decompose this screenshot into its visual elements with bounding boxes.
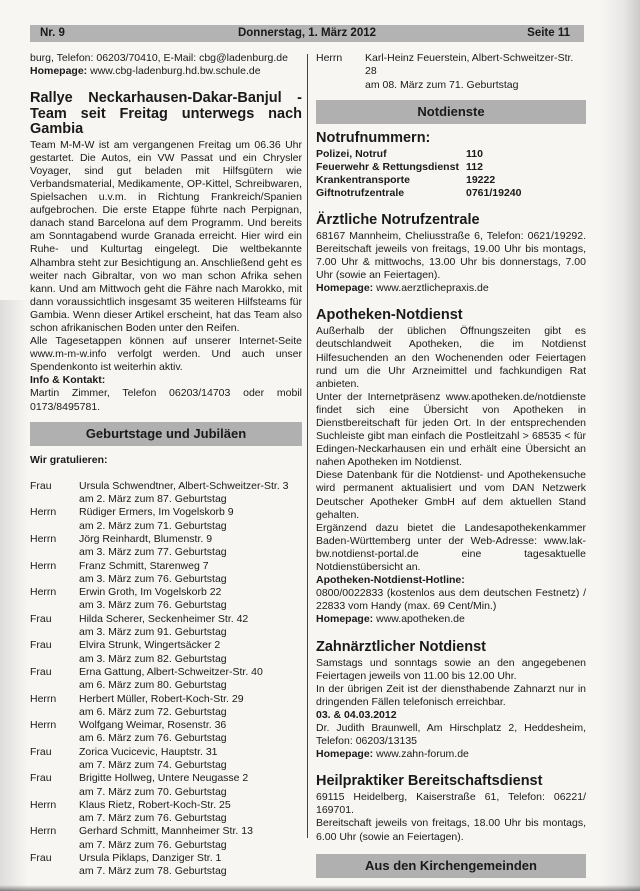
birthday-entry	[30, 772, 302, 799]
birthday-salutation: Herrn	[30, 532, 57, 545]
left-column	[30, 52, 302, 879]
numbers-title: Notrufnummern:	[316, 129, 431, 146]
homepage-link[interactable]: www.zahn-forum.de	[376, 748, 469, 761]
birthday-name: Franz Schmitt, Starenweg 7	[79, 559, 209, 572]
homepage-label: Homepage:	[316, 748, 374, 761]
birthday-name: Ursula Schwendtner, Albert-Schweitzer-Str. 3	[79, 479, 289, 492]
dentist-paragraph: In der übrigen Zeit ist der diensthabende Zahnarzt nur in dringenden Fällen telefonisch erreichbar.	[316, 682, 586, 708]
intro-line: burg, Telefon: 06203/70410, E-Mail: cbg@ladenburg.de	[30, 52, 288, 64]
birthday-salutation: Herrn	[30, 586, 57, 599]
birthday-salutation: Herrn	[30, 719, 57, 732]
birthday-salutation: Herrn	[316, 52, 343, 64]
doctor-text: 68167 Mannheim, Cheliusstraße 6, Telefon: 0621/19292. Bereitschaft jeweils von freitags, 19.00 Uhr bis montags, 7.00 Uhr & mittwochs, 13.00 Uhr bis donnerstags, 7.00 Uhr (sowie an Feiertagen).	[316, 229, 586, 282]
birthday-salutation: Herrn	[30, 692, 57, 705]
naturopath-paragraph: Bereitschaft jeweils von freitags, 18.00 Uhr bis montags, 6.00 Uhr (sowie an Feiertagen).	[316, 817, 586, 843]
birthday-name: Hilda Scherer, Seckenheimer Str. 42	[79, 612, 249, 625]
birthday-date: am 6. März zum 72. Geburtstag	[79, 705, 227, 718]
article-paragraph: Alle Tagesetappen können auf unserer Internet-Seite www.m-m-w.info verfolgt werden. Und auch unser Spendenkonto ist weiterhin aktiv.	[30, 335, 302, 374]
birthday-date: am 3. März zum 91. Geburtstag	[79, 626, 227, 639]
birthday-salutation: Herrn	[30, 825, 57, 838]
birthday-date: am 7. März zum 74. Geburtstag	[79, 758, 227, 771]
birthday-name: Rüdiger Ermers, Im Vogelskorb 9	[79, 506, 234, 519]
emergency-number-value: 110	[466, 147, 483, 160]
birthday-date: am 2. März zum 71. Geburtstag	[79, 519, 227, 532]
pharmacy-homepage	[316, 613, 586, 626]
birthday-date: am 6. März zum 80. Geburtstag	[79, 679, 227, 692]
naturopath-title: Heilpraktiker Bereitschaftsdienst	[316, 773, 543, 790]
birthday-name: Herbert Müller, Robert-Koch-Str. 29	[79, 692, 244, 705]
page-shadow	[600, 0, 640, 891]
birthday-entry	[30, 613, 302, 640]
birthday-name: Gerhard Schmitt, Mannheimer Str. 13	[79, 825, 253, 838]
article-paragraph: Team M-M-W ist am vergangenen Freitag um 06.36 Uhr gestartet. Die Autos, ein VW Passat und ein Chrysler Voyager, sind gut beladen mit Hilfsgütern wie Verbandsmaterial, Medikamente, OP-Kittel, Schreibwaren, Spielsachen u.v.m. in Richtung Frankreich/Spanien aufgebrochen. Die erste Etappe führte nach Perpignan, danach stand Barcelona auf dem Programm. Und bereits am Sonntagabend wurde Granada erreicht. Hier wird ein Ruhe- und Kulturtag eingelegt. Die weltbekannte Alhambra steht zur Besichtigung an. Anschließend geht es weiter nach Gibraltar, von wo man schon Afrika sehen kann. Und am Mittwoch geht die Fähre nach Marokko, mit dann voraussichtlich insgesamt 35 weiteren Hilfsteams für Gambia. Wenn dieser Artikel erscheint, hat das Team also schon afrikanischen Boden unter den Reifen.	[30, 138, 302, 334]
article-title: Rallye Neckarhausen-Dakar-Banjul - Team seit Freitag unterwegs nach Gambia	[30, 90, 302, 138]
intro-homepage	[30, 65, 302, 78]
birthday-date: am 2. März zum 87. Geburtstag	[79, 493, 227, 506]
birthday-name: Erwin Groth, Im Vogelskorb 22	[79, 586, 222, 599]
dentist-title: Zahnärztlicher Notdienst	[316, 638, 486, 655]
pharmacy-paragraph: Außerhalb der üblichen Öffnungszeiten gibt es deutschlandweit Apotheken, die im Notdienst Hilfesuchenden an den Wochenenden oder Feiertagen rund um die Uhr Arzneimittel und fachkundigen Rat anbieten.	[316, 325, 586, 390]
section-header-church: Aus den Kirchengemeinden	[316, 854, 586, 878]
birthday-entry	[30, 799, 302, 826]
pharmacy-paragraph: Ergänzend dazu bietet die Landesapothekenkammer Baden-Württemberg unter der Web-Adresse: www.lak-bw.notdienst-portal.de eine tagesaktuelle Notdienstübersicht an.	[316, 521, 586, 574]
birthday-date: am 3. März zum 76. Geburtstag	[79, 599, 227, 612]
birthday-date: am 3. März zum 82. Geburtstag	[79, 652, 227, 665]
emergency-number-value: 0761/19240	[466, 186, 522, 199]
emergency-number-value: 112	[466, 160, 483, 173]
birthday-date: am 3. März zum 76. Geburtstag	[79, 572, 227, 585]
birthday-date: am 7. März zum 70. Geburtstag	[79, 785, 227, 798]
birthday-entry	[30, 719, 302, 746]
birthday-entry	[30, 506, 302, 533]
birthday-entry	[316, 52, 586, 92]
contact-label: Info & Kontakt:	[30, 374, 106, 387]
emergency-number-label: Krankentransporte	[316, 173, 410, 186]
birthday-entry	[30, 693, 302, 720]
homepage-label: Homepage:	[316, 282, 374, 295]
birthday-entry	[30, 852, 302, 879]
birthday-salutation: Frau	[30, 665, 52, 678]
birthday-name: Jörg Reinhardt, Blumenstr. 9	[79, 532, 213, 545]
birthday-name: Ursula Piklaps, Danziger Str. 1	[79, 852, 222, 865]
naturopath-paragraph: 69115 Heidelberg, Kaiserstraße 61, Telefon: 06221/ 169701.	[316, 791, 586, 817]
contact-text: Martin Zimmer, Telefon 06203/14703 oder mobil 0173/8495781.	[30, 387, 302, 413]
birthday-name: Erna Gattung, Albert-Schweitzer-Str. 40	[79, 665, 263, 678]
hotline-text: 0800/0022833 (kostenlos aus dem deutschen Festnetz) / 22833 vom Handy (max. 69 Cent/Min.)	[316, 587, 586, 613]
birthday-entry	[30, 825, 302, 852]
birthday-name: Wolfgang Weimar, Rosenstr. 36	[79, 719, 227, 732]
birthday-date: am 7. März zum 76. Geburtstag	[79, 838, 227, 851]
birthday-salutation: Frau	[30, 852, 52, 865]
dentist-contact: Dr. Judith Braunwell, Am Hirschplatz 2, Heddesheim, Telefon: 06203/13135	[316, 721, 586, 748]
doctor-homepage	[316, 282, 586, 295]
birthday-name: Klaus Rietz, Robert-Koch-Str. 25	[79, 798, 231, 811]
dentist-homepage	[316, 748, 586, 761]
section-header-emergency: Notdienste	[316, 100, 586, 124]
birthday-entry	[30, 586, 302, 613]
page-shadow	[0, 300, 28, 891]
doctor-title: Ärztliche Notrufzentrale	[316, 211, 480, 228]
birthday-date: am 3. März zum 77. Geburtstag	[79, 546, 227, 559]
homepage-label: Homepage:	[30, 65, 88, 78]
issue-date: Donnerstag, 1. März 2012	[237, 27, 377, 39]
emergency-numbers	[316, 148, 586, 200]
dentist-date: 03. & 04.03.2012	[316, 708, 397, 721]
birthday-salutation: Frau	[30, 479, 52, 492]
birthday-salutation: Frau	[30, 745, 52, 758]
page-number: Seite 11	[527, 27, 570, 39]
emergency-number-value: 19222	[466, 173, 496, 186]
page-edge	[0, 885, 640, 891]
right-column	[316, 52, 586, 878]
birthday-date: am 08. März zum 71. Geburtstag	[365, 78, 519, 91]
emergency-number-label: Polizei, Notruf	[316, 147, 387, 160]
birthday-name: Karl-Heinz Feuerstein, Albert-Schweitzer-Str. 28	[365, 52, 574, 78]
birthday-entry	[30, 560, 302, 587]
birthday-list	[30, 480, 302, 879]
page-header	[30, 25, 584, 42]
birthday-date: am 6. März zum 76. Geburtstag	[79, 732, 227, 745]
birthday-salutation: Herrn	[30, 798, 57, 811]
issue-number: Nr. 9	[40, 27, 65, 39]
birthday-entry	[30, 480, 302, 507]
birthday-name: Zorica Vucicevic, Hauptstr. 31	[79, 745, 218, 758]
pharmacy-title: Apotheken-Notdienst	[316, 307, 463, 324]
birthday-entry	[30, 746, 302, 773]
birthday-salutation: Frau	[30, 772, 52, 785]
section-header-birthdays: Geburtstage und Jubiläen	[30, 422, 302, 446]
homepage-label: Homepage:	[316, 613, 374, 626]
birthday-salutation: Herrn	[30, 559, 57, 572]
birthday-name: Elvira Strunk, Wingertsäcker 2	[79, 639, 221, 652]
birthday-salutation: Herrn	[30, 506, 57, 519]
birthday-salutation: Frau	[30, 612, 52, 625]
homepage-link[interactable]: www.apotheken.de	[376, 613, 465, 626]
birthday-salutation: Frau	[30, 639, 52, 652]
birthday-entry	[30, 533, 302, 560]
birthday-entry	[30, 639, 302, 666]
emergency-number-label: Giftnotrufzentrale	[316, 186, 405, 199]
dentist-paragraph: Samstags und sonntags sowie an den angegebenen Feiertagen jeweils von 11.00 bis 12.00 Uhr.	[316, 656, 586, 682]
column-divider	[307, 54, 308, 838]
congrats-heading: Wir gratulieren:	[30, 453, 108, 466]
birthday-name: Brigitte Hollweg, Untere Neugasse 2	[79, 772, 249, 785]
pharmacy-paragraph: Diese Datenbank für die Notdienst- und Apothekensuche wird permanent aktualisiert und vom DAN Netzwerk Deutscher Apotheker GmbH auf dem aktuellen Stand gehalten.	[316, 469, 586, 521]
hotline-label: Apotheken-Notdienst-Hotline:	[316, 574, 465, 587]
birthday-date: am 7. März zum 76. Geburtstag	[79, 812, 227, 825]
birthday-entry	[30, 666, 302, 693]
emergency-number-label: Feuerwehr & Rettungsdienst	[316, 160, 459, 173]
pharmacy-paragraph: Unter der Internetpräsenz www.apotheken.de/notdienste findet sich eine Übersicht von Apotheken in Dienstbereitschaft für jeden Ort. In der entsprechenden Suchleiste gibt man einfach die Postleitzahl > 68535 < für Edingen-Neckarhausen ein und erhält eine Übersicht an nahen Apotheken im Notdienst.	[316, 390, 586, 469]
homepage-link[interactable]: www.cbg-ladenburg.hd.bw.schule.de	[90, 65, 261, 78]
homepage-link[interactable]: www.aerztlichepraxis.de	[376, 282, 489, 295]
birthday-date: am 7. März zum 78. Geburtstag	[79, 865, 227, 878]
